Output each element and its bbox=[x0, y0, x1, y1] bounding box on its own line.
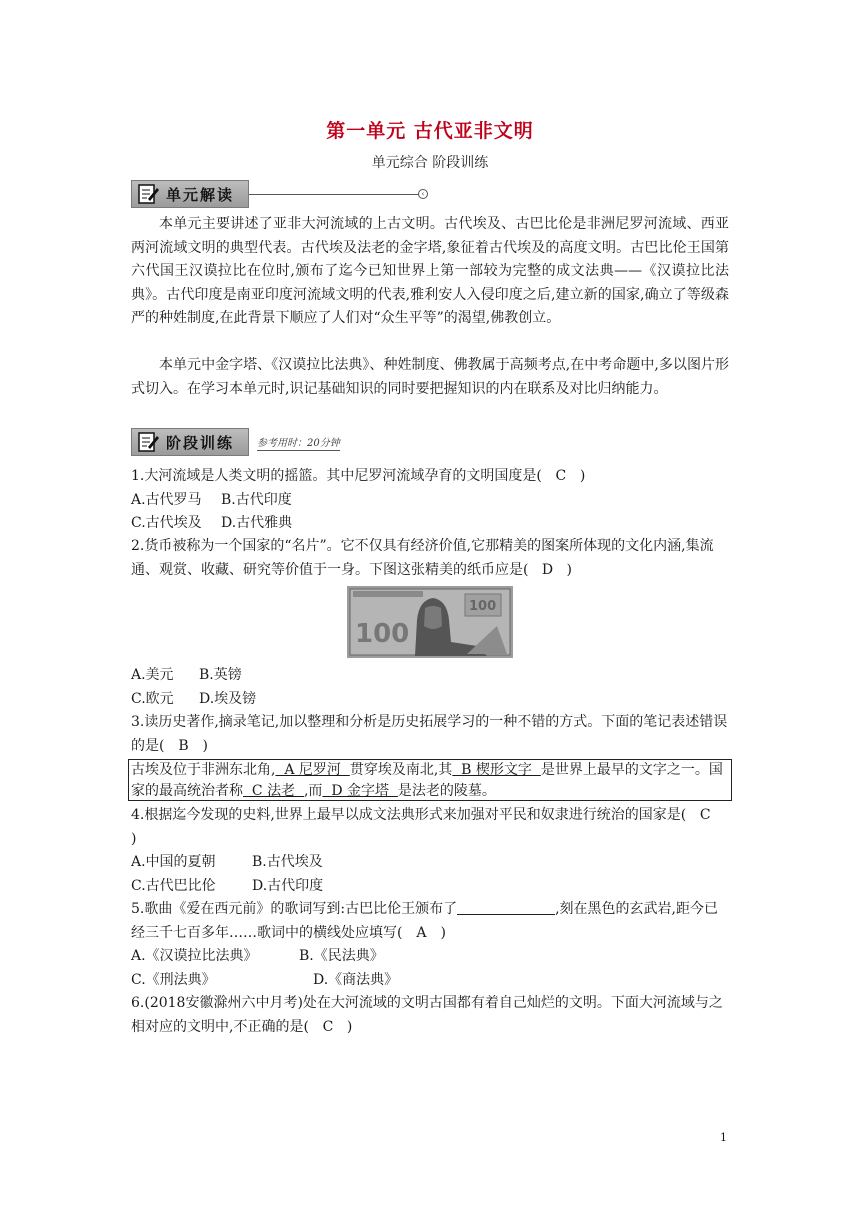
question-stem: 2.货币被称为一个国家的“名片”。它不仅具有经济价值,它那精美的图案所体现的文化内涵,集流通、观赏、收藏、研究等价值于一身。下图这张精美的纸币应是( bbox=[131, 538, 714, 578]
answer-choice: C bbox=[699, 807, 711, 823]
option-a: A.中国的夏朝 bbox=[131, 854, 216, 870]
option-b: B.《民法典》 bbox=[299, 948, 384, 964]
notebook-pencil-icon bbox=[136, 182, 160, 206]
option-b: B.古代印度 bbox=[221, 491, 292, 508]
answer-choice: A bbox=[416, 924, 427, 941]
underlined-option-c: C 法老 bbox=[243, 783, 304, 799]
answer-choice: D bbox=[541, 561, 554, 578]
question-stem: 6.(2018安徽滁州六中月考)处在大河流域的文明古国都有着自己灿烂的文明。下面大河流域与之相对应的文明中,不正确的是( bbox=[131, 995, 723, 1035]
question-4: 4.根据迄今发现的史料,世界上最早以成文法典形式来加强对平民和奴隶进行统治的国家是( C) A.中国的夏朝 B.古代埃及 C.古代巴比伦 D.古代印度 bbox=[131, 804, 729, 898]
option-c: C.古代埃及 bbox=[131, 515, 202, 531]
option-a: A.《汉谟拉比法典》 bbox=[131, 948, 258, 964]
page-title: 第一单元 古代亚非文明 bbox=[326, 120, 534, 142]
option-a: A.美元 bbox=[131, 667, 174, 683]
banner-tag bbox=[131, 180, 249, 208]
option-b: B.古代埃及 bbox=[252, 854, 323, 870]
notes-box: 古埃及位于非洲东北角, A 尼罗河 贯穿埃及南北,其 B 楔形文字 是世界上最早的文字之一。国家的最高统治者称 C 法老 ,而 D 金字塔 是法老的陵墓。 bbox=[128, 759, 732, 801]
section-banner-unit-reading bbox=[131, 180, 428, 208]
underlined-option-a: A 尼罗河 bbox=[275, 762, 350, 778]
option-c: C.古代巴比伦 bbox=[131, 877, 216, 894]
fill-in-blank bbox=[457, 900, 555, 915]
option-a: A.古代罗马 bbox=[131, 491, 202, 508]
underlined-option-d: D 金字塔 bbox=[322, 783, 398, 799]
option-c: C.《刑法典》 bbox=[131, 971, 216, 988]
question-stem: 3.读历史著作,摘录笔记,加以整理和分析是历史拓展学习的一种不错的方式。下面的笔记表述错误的是( bbox=[131, 714, 728, 754]
intro-paragraph-1: 本单元主要讲述了亚非大河流域的上古文明。古代埃及、古巴比伦是非洲尼罗河流域、西亚两河流域文明的典型代表。古代埃及法老的金字塔,象征着古代埃及的高度文明。古巴比伦王国第六代国王汉谟拉比在位时,颁布了迄今已知世界上第一部较为完整的成文法典——《汉谟拉比法典》。古代印度是南亚印度河流域文明的代表,雅利安人入侵印度之后,建立新的国家,确立了等级森严的种姓制度,在此背景下顺应了人们对“众生平等”的渴望,佛教创立。 bbox=[131, 216, 729, 326]
intro-paragraph-2: 本单元中金字塔、《汉谟拉比法典》、种姓制度、佛教属于高频考点,在中考命题中,多以图片形式切入。在学习本单元时,识记基础知识的同时要把握知识的内在联系及对比归纳能力。 bbox=[131, 357, 729, 397]
section-banner-stage-training bbox=[131, 428, 340, 456]
question-stem: 1.大河流域是人类文明的摇篮。其中尼罗河流域孕育的文明国度是( bbox=[131, 468, 542, 484]
option-c: C.欧元 bbox=[131, 690, 174, 707]
notebook-pencil-icon bbox=[136, 430, 160, 454]
question-stem: 5.歌曲《爱在西元前》的歌词写到:古巴比伦王颁布了 bbox=[131, 901, 458, 917]
underlined-option-b: B 楔形文字 bbox=[452, 762, 541, 778]
option-b: B.英镑 bbox=[199, 667, 242, 683]
banknote-denomination: 100 bbox=[355, 619, 410, 649]
question-stem: 4.根据迄今发现的史料,世界上最早以成文法典形式来加强对平民和奴隶进行统治的国家是( bbox=[131, 807, 687, 823]
option-d: D.古代印度 bbox=[252, 877, 324, 894]
options-row bbox=[131, 489, 729, 513]
option-d: D.埃及镑 bbox=[199, 690, 257, 707]
banner-tag bbox=[131, 428, 249, 456]
option-d: D.《商法典》 bbox=[313, 971, 399, 988]
question-3: 3.读历史著作,摘录笔记,加以整理和分析是历史拓展学习的一种不错的方式。下面的笔记表述错误的是( B ) bbox=[131, 711, 729, 758]
question-2: 2.货币被称为一个国家的“名片”。它不仅具有经济价值,它那精美的图案所体现的文化内涵,集流通、观赏、收藏、研究等价值于一身。下图这张精美的纸币应是( D ) bbox=[131, 535, 729, 582]
answer-choice: C bbox=[555, 468, 567, 484]
banner-rule bbox=[249, 194, 419, 195]
question-6: 6.(2018安徽滁州六中月考)处在大河流域的文明古国都有着自己灿烂的文明。下面大河流域与之相对应的文明中,不正确的是( C ) bbox=[131, 992, 729, 1039]
option-d: D.古代雅典 bbox=[221, 515, 293, 531]
answer-choice: B bbox=[178, 737, 189, 754]
question-1: 1.大河流域是人类文明的摇篮。其中尼罗河流域孕育的文明国度是( C ) A.古代罗马 B.古代印度 C.古代埃及 D.古代雅典 bbox=[131, 465, 729, 536]
svg-text:100: 100 bbox=[469, 599, 497, 614]
banner-label: 单元解读 bbox=[166, 185, 235, 204]
banner-rule-end-icon: ‹ bbox=[418, 189, 428, 199]
question-2-options bbox=[131, 664, 729, 711]
page-number: 1 bbox=[720, 1131, 727, 1144]
banner-label: 阶段训练 bbox=[166, 433, 235, 452]
answer-choice: C bbox=[322, 1018, 334, 1035]
egyptian-banknote-image bbox=[347, 586, 513, 658]
options-row bbox=[131, 512, 729, 536]
page-subtitle: 单元综合 阶段训练 bbox=[371, 155, 489, 171]
question-5: 5.歌曲《爱在西元前》的歌词写到:古巴比伦王颁布了 ,刻在黑色的玄武岩,距今已经三千七百多年……歌词中的横线处应填写( A ) A.《汉谟拉比法典》 B.《民法典》 C.《刑法典》 D.《商法典》 bbox=[131, 898, 729, 992]
reference-time-note: 参考用时：20分钟 bbox=[257, 434, 340, 451]
